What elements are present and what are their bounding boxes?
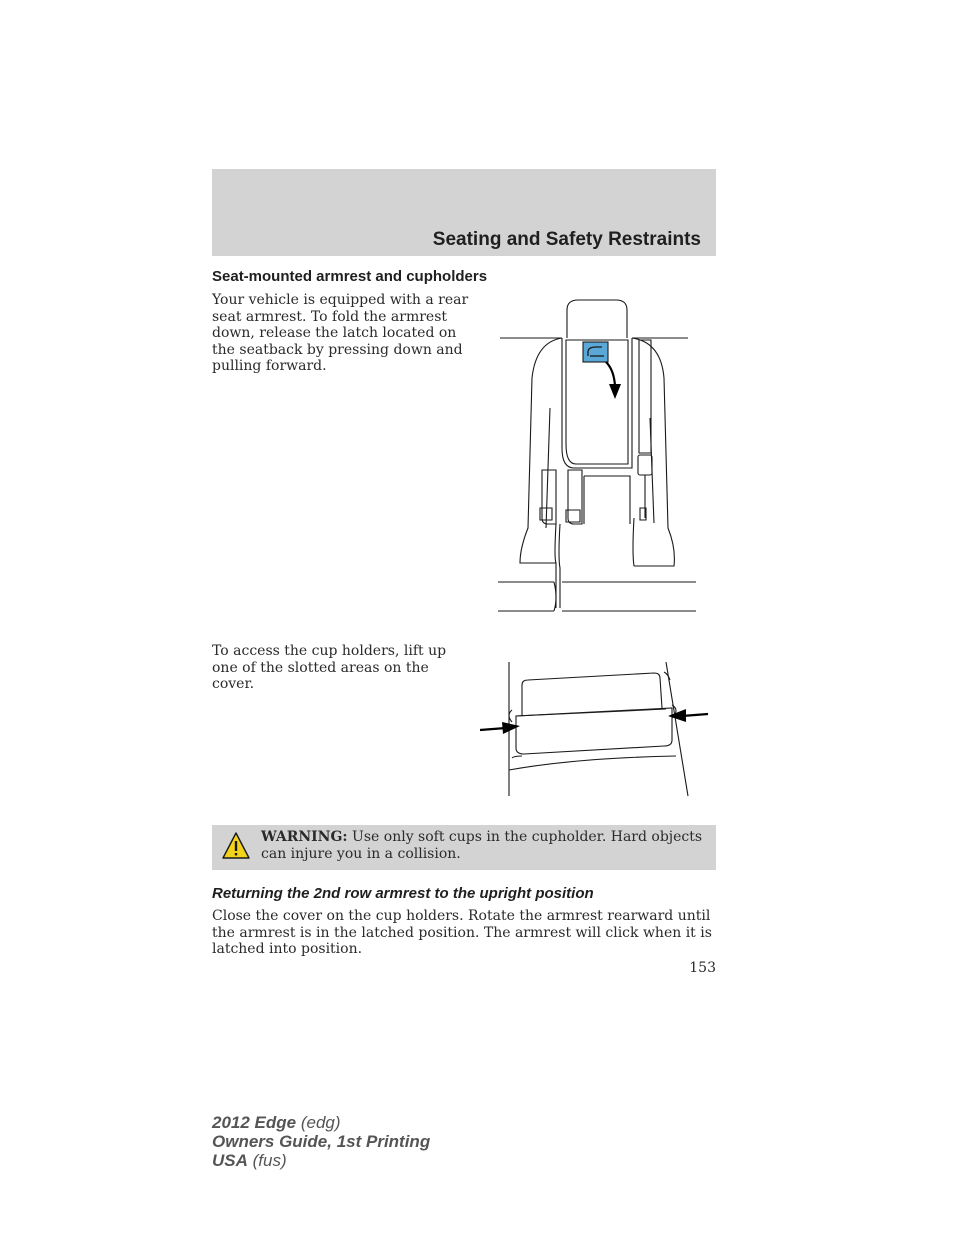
warning-text [261, 829, 706, 862]
warning-message: Use only soft cups in the cupholder. Hard objects can injure you in a collision. [261, 829, 703, 862]
fold-arrow-icon [606, 362, 615, 386]
rear-seat-armrest-illustration [496, 298, 698, 614]
head-restraint [567, 300, 627, 338]
cupholder-cover-illustration [476, 660, 712, 798]
subsection-heading-returning: Returning the 2nd row armrest to the upright position [212, 885, 594, 902]
section-header-band [212, 169, 716, 256]
warning-label: WARNING: [261, 829, 348, 845]
latch-button [583, 342, 608, 362]
document-footer [212, 1113, 430, 1170]
footer-line-3: USA (fus) [212, 1151, 287, 1170]
left-arrow-icon [502, 722, 520, 734]
paragraph-returning: Close the cover on the cup holders. Rotate the armrest rearward until the armrest is in the latched position. The armrest will click when it is latched into position. [212, 908, 712, 957]
warning-box [212, 825, 716, 870]
right-arrow-icon [668, 709, 686, 722]
warning-triangle-icon [221, 831, 251, 861]
footer-line-2: Owners Guide, 1st Printing [212, 1132, 431, 1151]
paragraph-fold-armrest: Your vehicle is equipped with a rear seat armrest. To fold the armrest down, release the latch located on the seatback by pressing down and pulling forward. [212, 292, 469, 374]
section-title: Seating and Safety Restraints [432, 229, 701, 250]
paragraph-cup-holders: To access the cup holders, lift up one of the slotted areas on the cover. [212, 643, 447, 692]
page-number: 153 [689, 960, 716, 976]
subsection-heading-armrest: Seat-mounted armrest and cupholders [212, 268, 488, 285]
footer-line-1: 2012 Edge (edg) [212, 1113, 341, 1132]
